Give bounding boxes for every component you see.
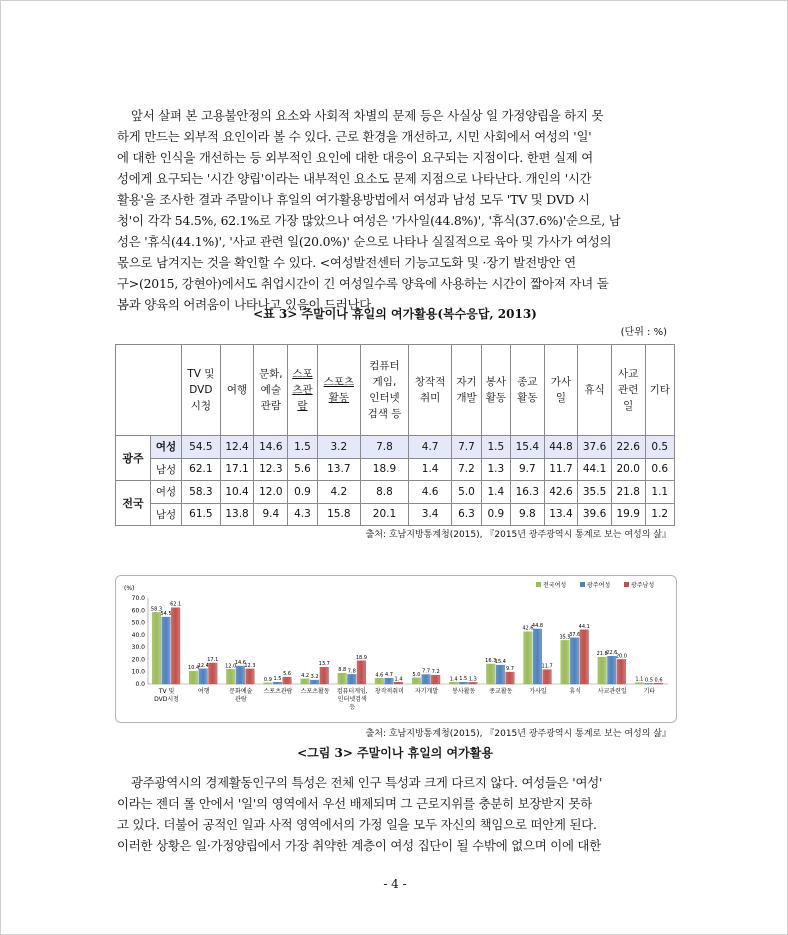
bar-gwangju-women	[273, 682, 282, 684]
bar-national-women	[338, 673, 347, 684]
sex-cell: 남성	[151, 458, 182, 481]
bar-national-women	[301, 679, 310, 684]
bar-gwangju-men	[209, 663, 218, 684]
value-cell: 13.4	[544, 503, 578, 526]
value-cell: 6.3	[452, 503, 481, 526]
data-label: 7.8	[347, 668, 356, 675]
data-label: 35.5	[559, 634, 571, 641]
value-cell: 17.1	[220, 458, 254, 481]
bar-gwangju-women	[459, 682, 468, 684]
value-cell: 0.5	[645, 436, 674, 459]
bar-gwangju-women	[199, 669, 208, 684]
data-label: 13.7	[318, 661, 330, 668]
data-label: 0.9	[263, 676, 272, 683]
table-source: 출처: 호남지방통계청(2015), 『2015년 광주광역시 통계로 보는 여성의 삶』	[365, 530, 671, 540]
legend-label: 전국여성	[543, 582, 567, 589]
bar-gwangju-women	[645, 683, 654, 684]
value-cell: 16.3	[511, 481, 545, 504]
value-cell: 1.5	[481, 436, 510, 459]
column-header	[220, 345, 254, 436]
column-header	[645, 345, 674, 436]
data-label: 11.7	[541, 663, 553, 670]
data-label: 58.3	[150, 606, 163, 613]
value-cell: 62.1	[182, 458, 221, 481]
column-header	[578, 345, 612, 436]
x-tick-label: 자기개발	[414, 688, 439, 695]
x-tick-label: 등	[349, 704, 356, 711]
table-row	[116, 481, 675, 504]
data-label: 21.8	[596, 651, 608, 658]
data-label: 1.4	[394, 676, 403, 683]
data-label: 7.7	[422, 668, 431, 675]
data-label: 44.8	[531, 622, 544, 629]
y-tick-label: 60.0	[131, 607, 145, 615]
data-label: 20.0	[615, 653, 627, 660]
legend-label: 광주남성	[631, 582, 655, 589]
value-cell: 11.7	[544, 458, 578, 481]
x-tick-label: 사교관련일	[597, 688, 627, 695]
y-tick-label: 50.0	[131, 619, 145, 627]
x-tick-label: 문화예술	[229, 688, 253, 695]
value-cell: 13.7	[317, 458, 360, 481]
bar-gwangju-men	[431, 675, 440, 684]
value-cell: 13.8	[220, 503, 254, 526]
bar-gwangju-women	[162, 617, 171, 684]
data-label: 0.6	[654, 677, 663, 684]
column-header	[511, 345, 545, 436]
table-row	[116, 458, 675, 481]
bar-national-women	[449, 682, 458, 684]
value-cell: 3.4	[408, 503, 451, 526]
data-label: 62.1	[170, 601, 182, 608]
data-label: 14.6	[234, 660, 246, 667]
x-tick-label: 스포츠활동	[300, 688, 330, 695]
value-cell: 9.8	[511, 503, 545, 526]
value-cell: 12.4	[220, 436, 254, 459]
column-header	[317, 345, 360, 436]
column-header	[452, 345, 481, 436]
column-header-label: 기타	[649, 384, 670, 396]
data-label: 7.2	[431, 669, 440, 676]
value-cell: 35.5	[578, 481, 612, 504]
data-label: 5.6	[283, 671, 292, 678]
value-cell: 9.7	[511, 458, 545, 481]
header-blank-cell	[116, 345, 182, 436]
paragraph-line: 활용'을 조사한 결과 주말이나 휴일의 여가활용방법에서 여성과 남성 모두 'TV 및 DVD 시	[117, 192, 590, 207]
x-tick-label: 창작적취미	[374, 688, 404, 695]
column-header-label: 종교 활동	[517, 376, 538, 404]
value-cell: 7.2	[452, 458, 481, 481]
value-cell: 1.5	[288, 436, 317, 459]
value-cell: 10.4	[220, 481, 254, 504]
value-cell: 1.3	[481, 458, 510, 481]
value-cell: 0.9	[481, 503, 510, 526]
bar-national-women	[412, 678, 421, 684]
column-header	[481, 345, 510, 436]
paragraph-line: 광주광역시의 경제활동인구의 특성은 전체 인구 특성과 크게 다르지 않다. 여성들은 '여성'	[131, 775, 603, 790]
data-label: 9.7	[505, 666, 514, 673]
paragraph-line: 에 대한 인식을 개선하는 등 외부적인 요인에 대한 대응이 요구되는 지점이다. 한편 실제 여	[117, 150, 594, 165]
value-cell: 61.5	[182, 503, 221, 526]
x-tick-label: 인터넷검색	[337, 696, 367, 703]
y-tick-label: 0.0	[135, 681, 145, 688]
bar-national-women	[189, 671, 198, 684]
data-label: 44.1	[578, 623, 590, 630]
y-tick-label: 30.0	[131, 644, 145, 652]
table-row	[116, 436, 675, 459]
paragraph-line: 이라는 젠더 롤 안에서 '일'의 영역에서 우선 배제되며 그 근로지위를 충분히 보장받지 못하	[117, 796, 592, 811]
data-label: 18.9	[355, 654, 367, 661]
data-label: 12.4	[197, 662, 209, 669]
column-header-label: 여행	[226, 384, 248, 396]
bar-national-women	[524, 632, 533, 684]
column-header	[361, 345, 409, 436]
bar-gwangju-men	[171, 608, 180, 684]
value-cell: 1.4	[408, 458, 451, 481]
data-label: 17.1	[207, 656, 219, 663]
x-tick-label: TV 및	[158, 688, 175, 695]
data-label: 1.5	[459, 676, 468, 683]
data-label: 1.1	[635, 676, 644, 683]
legend-swatch	[624, 582, 629, 587]
bar-national-women	[264, 683, 273, 684]
x-tick-label: 가사일	[529, 688, 547, 695]
column-header	[288, 345, 317, 436]
bar-gwangju-men	[283, 677, 292, 684]
value-cell: 4.3	[288, 503, 317, 526]
chart-frame	[115, 575, 677, 723]
value-cell: 39.6	[578, 503, 612, 526]
value-cell: 14.6	[254, 436, 288, 459]
bar-gwangju-women	[236, 666, 245, 684]
value-cell: 20.1	[361, 503, 409, 526]
x-tick-label: 스포츠관람	[263, 688, 293, 695]
data-label: 42.6	[522, 625, 534, 632]
paragraph-line: 고 있다. 더불어 공적인 일과 사적 영역에서의 가정 일을 모두 자신의 책임으로 떠안게 된다.	[117, 817, 597, 832]
bar-national-women	[561, 640, 570, 684]
sex-cell: 여성	[151, 481, 182, 504]
bar-gwangju-women	[385, 678, 394, 684]
bar-gwangju-women	[570, 638, 579, 684]
data-label: 8.8	[338, 667, 347, 674]
data-label: 0.5	[644, 677, 653, 684]
data-label: 22.6	[606, 650, 618, 657]
value-cell: 9.4	[254, 503, 288, 526]
legend-label: 광주여성	[587, 582, 611, 589]
paragraph-line: 성에게 요구되는 '시간 양립'이라는 내부적인 요소도 문제 지점으로 나타난다. 개인의 '시간	[117, 171, 592, 186]
x-tick-label: 휴식	[569, 688, 581, 695]
value-cell: 8.8	[361, 481, 409, 504]
column-header-label: 스포츠 활동	[323, 376, 355, 404]
bar-gwangju-men	[580, 630, 589, 684]
column-header-label: 문화, 예술 관람	[259, 368, 283, 412]
data-label: 10.4	[188, 665, 200, 672]
value-cell: 3.2	[317, 436, 360, 459]
x-tick-label: 종교활동	[489, 688, 513, 695]
bar-gwangju-men	[543, 670, 552, 684]
table-caption: <표 3> 주말이나 휴일의 여가활용(복수응답, 2013)	[253, 307, 537, 321]
paragraph-line: 이러한 상황은 일·가정양립에서 가장 취약한 계층이 여성 집단이 될 수밖에 없으며 이에 대한	[117, 838, 602, 853]
data-label: 1.5	[273, 676, 282, 683]
column-header	[544, 345, 578, 436]
data-label: 12.3	[244, 662, 256, 669]
y-tick-label: 70.0	[131, 595, 145, 602]
column-header-label: 자기 개발	[456, 376, 477, 404]
value-cell: 4.6	[408, 481, 451, 504]
data-label: 1.3	[468, 676, 477, 683]
value-cell: 5.0	[452, 481, 481, 504]
value-cell: 0.6	[645, 458, 674, 481]
column-header	[408, 345, 451, 436]
leisure-bar-chart	[116, 576, 676, 722]
column-header-label: 휴식	[584, 384, 605, 396]
column-header-label: TV 및 DVD 시청	[187, 368, 215, 412]
sex-cell: 남성	[151, 503, 182, 526]
paragraph-conclusion	[117, 772, 673, 856]
value-cell: 4.2	[317, 481, 360, 504]
column-header-label: 컴퓨터 게임, 인터넷 검색 등	[367, 360, 402, 420]
y-tick-label: 40.0	[131, 631, 145, 639]
bar-gwangju-women	[496, 665, 505, 684]
bar-gwangju-men	[394, 682, 403, 684]
value-cell: 12.3	[254, 458, 288, 481]
x-tick-label: 컴퓨터게임,	[336, 688, 368, 695]
value-cell: 15.8	[317, 503, 360, 526]
value-cell: 20.0	[611, 458, 645, 481]
bar-gwangju-women	[422, 675, 431, 684]
column-header-label: 가사 일	[550, 376, 572, 404]
bar-gwangju-men	[654, 683, 663, 684]
paragraph-line: 몫으로 남겨지는 것을 확인할 수 있다. <여성발전센터 기능고도화 및 ·장기 발전방안 연	[117, 255, 576, 270]
value-cell: 12.0	[254, 481, 288, 504]
leisure-table	[115, 344, 675, 526]
paragraph-line: 청'이 각각 54.5%, 62.1%로 가장 많았으나 여성은 '가사일(44.8%)', '휴식(37.6%)'순으로, 남	[117, 213, 621, 228]
data-label: 4.2	[301, 672, 310, 679]
legend-swatch	[536, 582, 541, 587]
bar-gwangju-men	[320, 667, 329, 684]
data-label: 3.2	[310, 674, 319, 681]
data-label: 12.0	[225, 663, 237, 670]
column-header-label: 사교 관련 일	[618, 368, 639, 412]
bar-gwangju-women	[347, 674, 356, 684]
bar-gwangju-men	[617, 659, 626, 684]
value-cell: 54.5	[182, 436, 221, 459]
page-number: - 4 -	[383, 877, 407, 891]
value-cell: 1.1	[645, 481, 674, 504]
paragraph-line: 앞서 살펴 본 고용불안정의 요소와 사회적 차별의 문제 등은 사실상 일 가정양립을 하지 못	[131, 108, 604, 123]
bar-gwangju-women	[533, 629, 542, 684]
value-cell: 15.4	[511, 436, 545, 459]
bar-gwangju-men	[469, 682, 478, 684]
x-tick-label: 관람	[235, 696, 247, 703]
bar-national-women	[635, 683, 644, 684]
paragraph-line: 구>(2015, 강현아)에서도 취업시간이 긴 여성일수록 양육에 사용하는 시간이 짧아져 자녀 돌	[117, 276, 609, 291]
bar-national-women	[226, 669, 235, 684]
chart-source: 출처: 호남지방통계청(2015), 『2015년 광주광역시 통계로 보는 여성의 삶』	[365, 729, 671, 739]
bar-gwangju-men	[357, 661, 366, 684]
value-cell: 7.7	[452, 436, 481, 459]
legend-swatch	[580, 582, 585, 587]
bar-gwangju-men	[246, 669, 255, 684]
bar-gwangju-women	[310, 680, 319, 684]
value-cell: 1.2	[645, 503, 674, 526]
data-label: 15.4	[494, 659, 506, 666]
column-header-label: 스포 츠관 람	[292, 368, 313, 412]
y-axis-label: (%)	[124, 585, 135, 592]
bar-gwangju-women	[607, 656, 616, 684]
column-header	[254, 345, 288, 436]
region-cell: 광주	[116, 436, 151, 481]
value-cell: 18.9	[361, 458, 409, 481]
value-cell: 1.4	[481, 481, 510, 504]
x-tick-label: 기타	[643, 688, 656, 695]
data-label: 4.6	[375, 672, 384, 679]
column-header	[182, 345, 221, 436]
paragraph-line: 하게 만드는 외부적 요인이라 볼 수 있다. 근로 환경을 개선하고, 시민 사회에서 여성의 '일'	[117, 129, 592, 144]
paragraph-intro	[117, 105, 673, 315]
bar-national-women	[598, 657, 607, 684]
value-cell: 42.6	[544, 481, 578, 504]
x-tick-label: 여행	[197, 688, 210, 695]
data-label: 4.7	[384, 672, 393, 679]
data-label: 1.4	[449, 676, 458, 683]
data-label: 5.0	[412, 671, 421, 678]
column-header-label: 창작적 취미	[414, 376, 446, 404]
value-cell: 21.8	[611, 481, 645, 504]
value-cell: 44.1	[578, 458, 612, 481]
table-row	[116, 503, 675, 526]
value-cell: 22.6	[611, 436, 645, 459]
paragraph-line: 봄과 양육의 어려움이 나타나고 있음이 드러난다.	[117, 297, 375, 312]
value-cell: 7.8	[361, 436, 409, 459]
value-cell: 4.7	[408, 436, 451, 459]
bar-gwangju-men	[506, 672, 515, 684]
figure-caption: <그림 3> 주말이나 휴일의 여가활용	[297, 746, 493, 760]
data-label: 16.3	[485, 657, 497, 664]
y-tick-label: 10.0	[131, 668, 145, 676]
bar-national-women	[486, 664, 495, 684]
sex-cell: 여성	[151, 436, 182, 459]
value-cell: 5.6	[288, 458, 317, 481]
table-unit: (단위 : %)	[620, 327, 667, 338]
value-cell: 19.9	[611, 503, 645, 526]
value-cell: 58.3	[182, 481, 221, 504]
bar-national-women	[152, 612, 161, 684]
bar-national-women	[375, 678, 384, 684]
paragraph-line: 성은 '휴식(44.1%)', '사교 관련 일(20.0%)' 순으로 나타나 실질적으로 육아 및 가사가 여성의	[117, 234, 612, 249]
column-header-label: 봉사 활동	[485, 376, 506, 404]
value-cell: 0.9	[288, 481, 317, 504]
value-cell: 44.8	[544, 436, 578, 459]
data-label: 37.6	[569, 631, 581, 638]
x-tick-label: 봉사활동	[452, 688, 476, 695]
x-tick-label: DVD시청	[154, 696, 179, 703]
value-cell: 37.6	[578, 436, 612, 459]
y-tick-label: 20.0	[131, 656, 145, 664]
data-label: 54.5	[160, 611, 172, 618]
region-cell: 전국	[116, 481, 151, 526]
column-header	[611, 345, 645, 436]
